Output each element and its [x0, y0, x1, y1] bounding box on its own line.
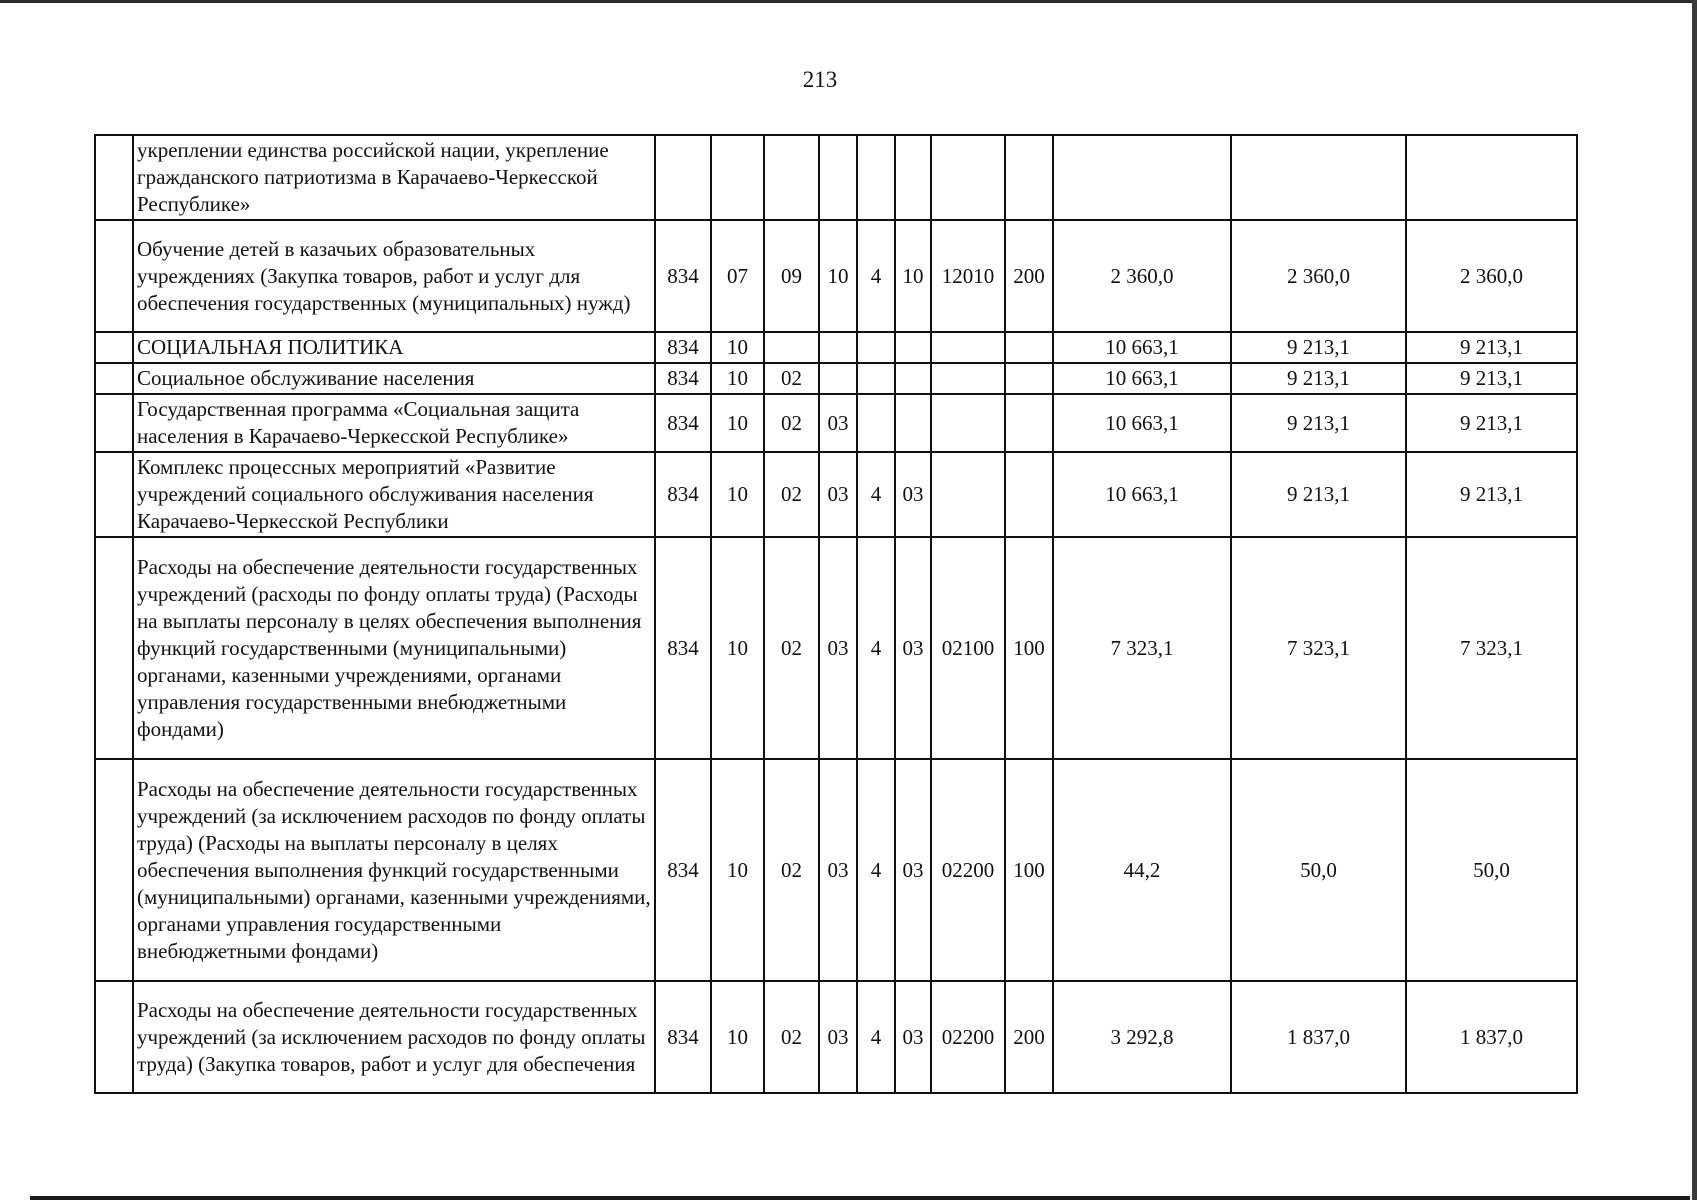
expense-name-cell: Социальное обслуживание населения [133, 363, 655, 394]
ministry-code-cell: 834 [655, 332, 711, 363]
ministry-code-cell: 834 [655, 452, 711, 537]
direction-code-cell [931, 452, 1005, 537]
ministry-code-cell: 834 [655, 759, 711, 981]
amount-year-1-cell: 3 292,8 [1053, 981, 1231, 1093]
table-row [95, 452, 1577, 537]
expense-name-cell: Государственная программа «Социальная защита населения в Карачаево-Черкесской Республике» [133, 394, 655, 452]
expense-type-code-cell [1005, 363, 1053, 394]
subsection-code-cell [764, 135, 819, 220]
subsection-code-cell: 02 [764, 363, 819, 394]
program-code-cell [819, 332, 857, 363]
type-code-cell [857, 394, 895, 452]
ministry-code-cell: 834 [655, 220, 711, 332]
amount-year-3-cell: 9 213,1 [1406, 452, 1577, 537]
budget-table [94, 134, 1578, 1094]
complex-code-cell [895, 394, 931, 452]
section-code-cell: 10 [711, 363, 764, 394]
direction-code-cell: 02200 [931, 981, 1005, 1093]
amount-year-1-cell: 10 663,1 [1053, 363, 1231, 394]
table-row [95, 394, 1577, 452]
direction-code-cell: 02100 [931, 537, 1005, 759]
type-code-cell: 4 [857, 452, 895, 537]
amount-year-2-cell: 9 213,1 [1231, 332, 1406, 363]
type-code-cell: 4 [857, 220, 895, 332]
table-row [95, 981, 1577, 1093]
page-number: 213 [802, 67, 838, 92]
table-row [95, 759, 1577, 981]
ministry-code-cell: 834 [655, 394, 711, 452]
expense-name-cell: Расходы на обеспечение деятельности государственных учреждений (за исключением расходов по фонду оплаты труда) (Закупка товаров, работ и услуг для обеспечения [133, 981, 655, 1093]
subsection-code-cell: 09 [764, 220, 819, 332]
program-code-cell: 03 [819, 981, 857, 1093]
amount-year-2-cell: 9 213,1 [1231, 363, 1406, 394]
amount-year-3-cell [1406, 135, 1577, 220]
subsection-code-cell [764, 332, 819, 363]
scan-top-edge [0, 0, 1697, 3]
section-code-cell: 10 [711, 759, 764, 981]
scan-right-edge [1692, 0, 1697, 1200]
amount-year-1-cell: 10 663,1 [1053, 332, 1231, 363]
table-body [95, 135, 1577, 1093]
program-code-cell [819, 135, 857, 220]
ministry-code-cell: 834 [655, 363, 711, 394]
expense-name-cell: Расходы на обеспечение деятельности государственных учреждений (за исключением расходов по фонду оплаты труда) (Расходы на выплаты персоналу в целях обеспечения выполнения функций государственными (муниципальными) органами, казенными учреждениями, органами управления государственными внебюджетными фондами) [133, 759, 655, 981]
section-code-cell: 10 [711, 981, 764, 1093]
section-code-cell [711, 135, 764, 220]
row-number-cell [95, 363, 133, 394]
expense-name-cell: укреплении единства российской нации, укрепление гражданского патриотизма в Карачаево-Черкесской Республике» [133, 135, 655, 220]
expense-type-code-cell: 100 [1005, 537, 1053, 759]
amount-year-3-cell: 1 837,0 [1406, 981, 1577, 1093]
table-row [95, 537, 1577, 759]
direction-code-cell [931, 135, 1005, 220]
section-code-cell: 10 [711, 394, 764, 452]
row-number-cell [95, 332, 133, 363]
amount-year-1-cell [1053, 135, 1231, 220]
ministry-code-cell: 834 [655, 981, 711, 1093]
expense-name-cell: Обучение детей в казачьих образовательных учреждениях (Закупка товаров, работ и услуг для обеспечения государственных (муниципальных) нужд) [133, 220, 655, 332]
row-number-cell [95, 394, 133, 452]
expense-name-cell: СОЦИАЛЬНАЯ ПОЛИТИКА [133, 332, 655, 363]
section-code-cell: 10 [711, 452, 764, 537]
complex-code-cell: 03 [895, 981, 931, 1093]
expense-type-code-cell [1005, 452, 1053, 537]
amount-year-2-cell: 9 213,1 [1231, 452, 1406, 537]
section-code-cell: 10 [711, 537, 764, 759]
table-row [95, 363, 1577, 394]
program-code-cell: 03 [819, 394, 857, 452]
table-row [95, 332, 1577, 363]
type-code-cell: 4 [857, 537, 895, 759]
program-code-cell: 10 [819, 220, 857, 332]
section-code-cell: 07 [711, 220, 764, 332]
complex-code-cell: 03 [895, 537, 931, 759]
amount-year-2-cell: 2 360,0 [1231, 220, 1406, 332]
amount-year-1-cell: 44,2 [1053, 759, 1231, 981]
table-row [95, 135, 1577, 220]
expense-name-cell: Комплекс процессных мероприятий «Развитие учреждений социального обслуживания населения Карачаево-Черкесской Республики [133, 452, 655, 537]
row-number-cell [95, 452, 133, 537]
amount-year-1-cell: 10 663,1 [1053, 394, 1231, 452]
program-code-cell: 03 [819, 452, 857, 537]
ministry-code-cell [655, 135, 711, 220]
subsection-code-cell: 02 [764, 537, 819, 759]
amount-year-3-cell: 9 213,1 [1406, 363, 1577, 394]
amount-year-3-cell: 9 213,1 [1406, 394, 1577, 452]
subsection-code-cell: 02 [764, 759, 819, 981]
direction-code-cell: 02200 [931, 759, 1005, 981]
direction-code-cell: 12010 [931, 220, 1005, 332]
program-code-cell: 03 [819, 759, 857, 981]
complex-code-cell: 10 [895, 220, 931, 332]
complex-code-cell: 03 [895, 452, 931, 537]
subsection-code-cell: 02 [764, 452, 819, 537]
complex-code-cell [895, 363, 931, 394]
direction-code-cell [931, 363, 1005, 394]
amount-year-3-cell: 2 360,0 [1406, 220, 1577, 332]
type-code-cell: 4 [857, 981, 895, 1093]
program-code-cell [819, 363, 857, 394]
amount-year-2-cell: 9 213,1 [1231, 394, 1406, 452]
expense-name-cell: Расходы на обеспечение деятельности государственных учреждений (расходы по фонду оплаты труда) (Расходы на выплаты персоналу в целях обеспечения выполнения функций государственными (муниципальными) органами, казенными учреждениями, органами управления государственными внебюджетными фондами) [133, 537, 655, 759]
amount-year-1-cell: 10 663,1 [1053, 452, 1231, 537]
scan-bottom-edge [30, 1196, 1690, 1200]
direction-code-cell [931, 394, 1005, 452]
type-code-cell [857, 363, 895, 394]
row-number-cell [95, 220, 133, 332]
type-code-cell: 4 [857, 759, 895, 981]
row-number-cell [95, 135, 133, 220]
expense-type-code-cell: 100 [1005, 759, 1053, 981]
amount-year-2-cell [1231, 135, 1406, 220]
expense-type-code-cell: 200 [1005, 220, 1053, 332]
amount-year-2-cell: 1 837,0 [1231, 981, 1406, 1093]
subsection-code-cell: 02 [764, 394, 819, 452]
ministry-code-cell: 834 [655, 537, 711, 759]
row-number-cell [95, 537, 133, 759]
amount-year-1-cell: 2 360,0 [1053, 220, 1231, 332]
amount-year-2-cell: 7 323,1 [1231, 537, 1406, 759]
complex-code-cell [895, 135, 931, 220]
direction-code-cell [931, 332, 1005, 363]
expense-type-code-cell: 200 [1005, 981, 1053, 1093]
amount-year-3-cell: 9 213,1 [1406, 332, 1577, 363]
section-code-cell: 10 [711, 332, 764, 363]
complex-code-cell: 03 [895, 759, 931, 981]
row-number-cell [95, 981, 133, 1093]
amount-year-2-cell: 50,0 [1231, 759, 1406, 981]
row-number-cell [95, 759, 133, 981]
amount-year-3-cell: 7 323,1 [1406, 537, 1577, 759]
amount-year-3-cell: 50,0 [1406, 759, 1577, 981]
program-code-cell: 03 [819, 537, 857, 759]
subsection-code-cell: 02 [764, 981, 819, 1093]
table-row [95, 220, 1577, 332]
expense-type-code-cell [1005, 394, 1053, 452]
amount-year-1-cell: 7 323,1 [1053, 537, 1231, 759]
type-code-cell [857, 135, 895, 220]
complex-code-cell [895, 332, 931, 363]
expense-type-code-cell [1005, 332, 1053, 363]
type-code-cell [857, 332, 895, 363]
expense-type-code-cell [1005, 135, 1053, 220]
